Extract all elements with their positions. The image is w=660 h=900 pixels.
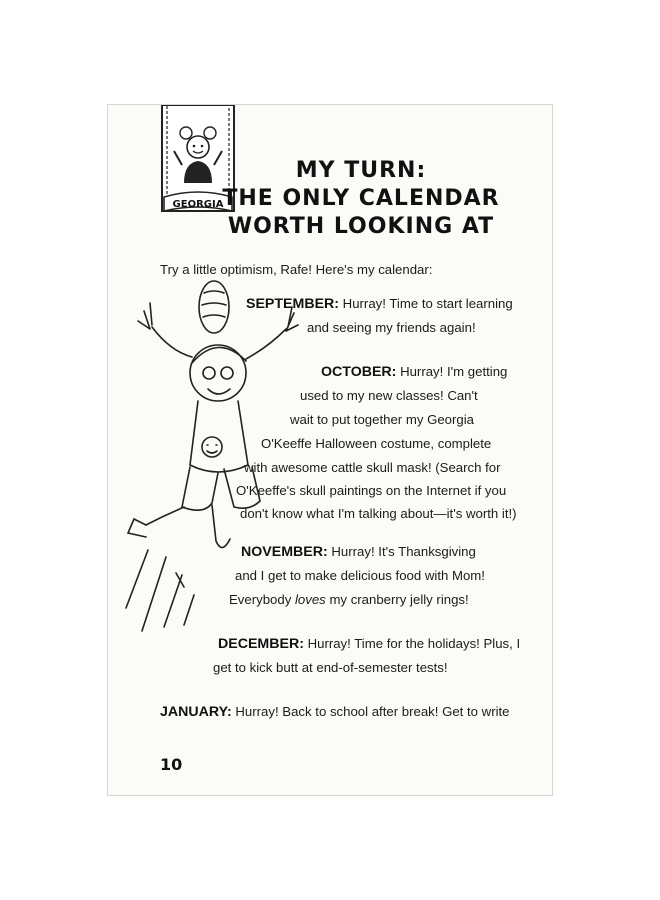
october-entry-line-7: don't know what I'm talking about—it's worth it!) [240,506,517,521]
october-entry-line-1 [321,363,507,381]
month-label-november: NOVEMBER: [241,544,328,560]
page-number: 10 [160,755,183,774]
title-line-2: THE ONLY CALENDAR [222,186,500,211]
november-text-1: Hurray! It's Thanksgiving [327,544,476,559]
november-entry-line-3 [229,591,469,609]
october-entry-line-3: wait to put together my Georgia [290,412,474,427]
november-entry-line-1 [241,543,476,561]
september-entry-line-1 [246,295,513,313]
december-text-1: Hurray! Time for the holidays! Plus, I [303,636,521,651]
october-entry-line-2: used to my new classes! Can't [300,388,478,403]
november-text-3a: Everybody [229,592,295,607]
january-text-1: Hurray! Back to school after break! Get to write [231,704,510,719]
october-entry-line-5: with awesome cattle skull mask! (Search for [244,460,501,475]
month-label-december: DECEMBER: [218,636,304,652]
page-title [108,157,554,241]
september-text-1: Hurray! Time to start learning [339,296,513,311]
october-text-1: Hurray! I'm getting [396,364,508,379]
september-entry-line-2: and seeing my friends again! [307,320,476,335]
title-line-3: WORTH LOOKING AT [227,214,495,239]
december-entry-line-1 [218,635,520,653]
october-entry-line-4: O'Keeffe Halloween costume, complete [261,436,492,451]
november-entry-line-2: and I get to make delicious food with Mom! [235,568,485,583]
intro-line: Try a little optimism, Rafe! Here's my calendar: [160,262,433,277]
december-entry-line-2: get to kick butt at end-of-semester tests! [213,660,448,675]
title-line-1: MY TURN: [295,158,427,183]
january-entry-line-1 [160,703,510,721]
november-text-3b: loves [294,592,326,607]
november-text-3c: my cranberry jelly rings! [325,592,469,607]
banner-label: GEORGIA [172,199,224,210]
month-label-october: OCTOBER: [321,364,397,380]
book-page [107,104,553,796]
month-label-september: SEPTEMBER: [246,296,340,312]
october-entry-line-6: O'Keeffe's skull paintings on the Internet if you [236,483,507,498]
month-label-january: JANUARY: [160,704,232,720]
